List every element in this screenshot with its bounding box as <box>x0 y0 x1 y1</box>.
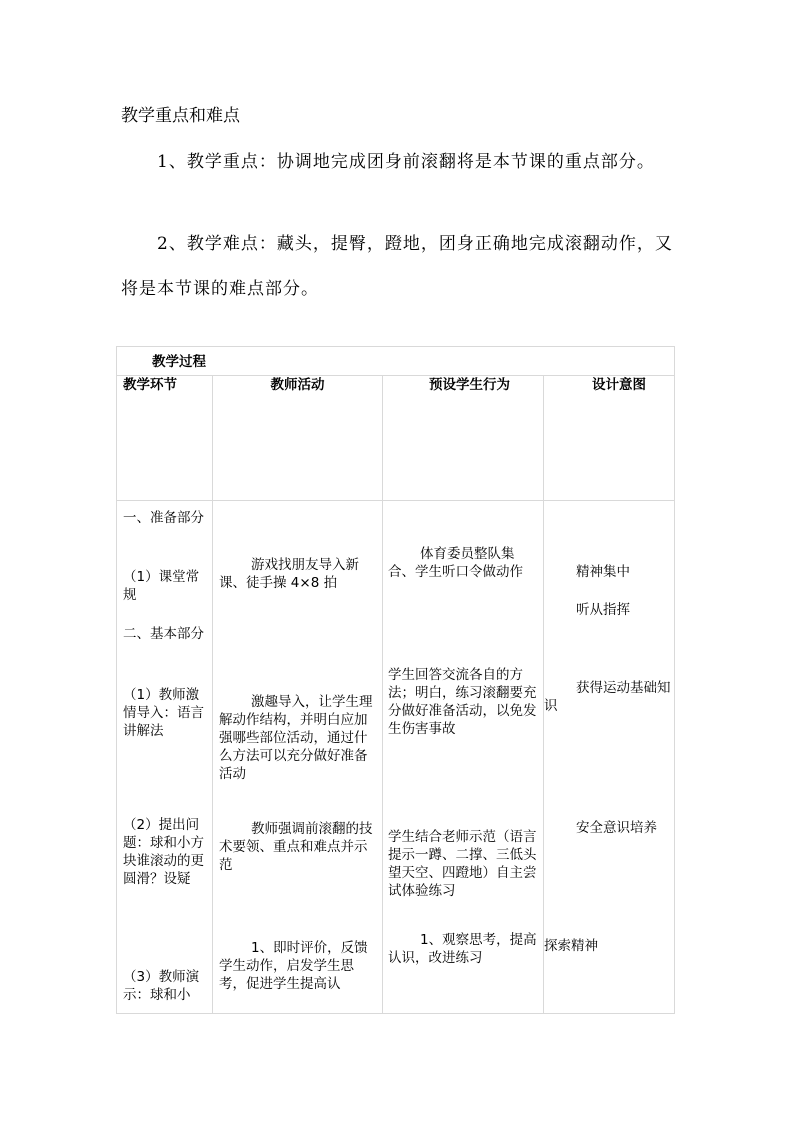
stage-routine: （1）课堂常规 <box>123 569 200 603</box>
design-intent-cell <box>544 501 675 1014</box>
teaching-process-table <box>116 346 675 1014</box>
stage-demo: （3）教师演示：球和小 <box>123 969 200 1003</box>
header-stage: 教学环节 <box>117 376 213 501</box>
key-point-paragraph: 1、教学重点：协调地完成团身前滚翻将是本节课的重点部分。 <box>157 152 655 172</box>
student-behavior-4: 1、观察思考，提高认识，改进练习 <box>388 932 537 966</box>
header-design-intent: 设计意图 <box>544 376 675 501</box>
intent-safety: 安全意识培养 <box>576 820 657 836</box>
table-title: 教学过程 <box>152 354 206 370</box>
teacher-activity-4: 1、即时评价，反馈学生动作，启发学生思考，促进学生提高认 <box>219 940 368 992</box>
stage-intro: （1）教师激情导入：语言讲解法 <box>123 687 204 739</box>
intent-knowledge: 获得运动基础知识 <box>544 680 671 714</box>
teacher-activity-1: 游戏找朋友导入新课、徒手操 4×8 拍 <box>219 557 359 591</box>
intent-explore: 探索精神 <box>544 938 598 954</box>
intent-focus: 精神集中 <box>576 564 630 580</box>
header-student-behavior: 预设学生行为 <box>383 376 544 501</box>
intent-obey: 听从指挥 <box>576 602 630 618</box>
student-behavior-1: 体育委员整队集合、学生听口令做动作 <box>388 546 523 580</box>
stage-cell <box>117 501 213 1014</box>
difficulty-paragraph: 2、教学难点：藏头，提臀，蹬地，团身正确地完成滚翻动作，又将是本节课的难点部分。 <box>121 234 673 299</box>
table-row <box>117 501 675 1014</box>
stage-prep: 一、准备部分 <box>123 510 204 526</box>
header-teacher-activity: 教师活动 <box>213 376 383 501</box>
student-behavior-cell <box>383 501 544 1014</box>
teacher-activity-3: 教师强调前滚翻的技术要领、重点和难点并示范 <box>219 821 373 873</box>
table-header-row <box>117 376 675 501</box>
stage-basic: 二、基本部分 <box>123 626 204 642</box>
teacher-activity-cell <box>213 501 383 1014</box>
teacher-activity-2: 激趣导入，让学生理解动作结构，并明白应加强哪些部位活动，通过什么方法可以充分做好准备活动 <box>219 694 373 782</box>
student-behavior-2: 学生回答交流各自的方法；明白，练习滚翻要充分做好准备活动，以免发生伤害事故 <box>388 667 537 737</box>
stage-question: （2）提出问题：球和小方块谁滚动的更圆滑？设疑 <box>123 817 204 887</box>
student-behavior-3: 学生结合老师示范（语言提示一蹲、二撑、三低头望天空、四蹬地）自主尝试体验练习 <box>388 829 537 899</box>
section-heading: 教学重点和难点 <box>121 106 240 126</box>
table-title-cell <box>117 347 675 376</box>
